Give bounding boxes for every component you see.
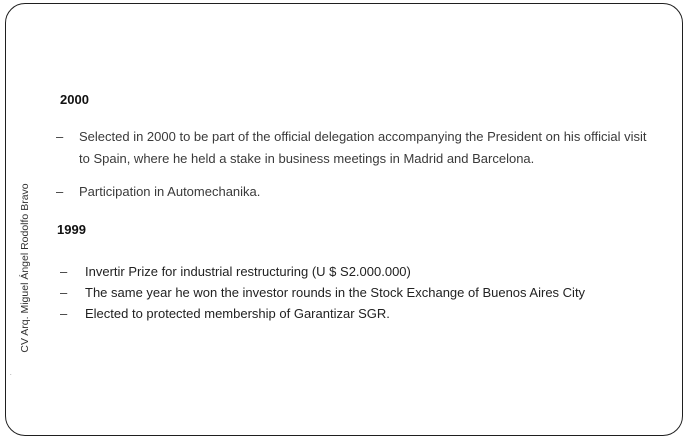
dash-bullet: –	[60, 264, 68, 279]
list-item	[56, 181, 656, 203]
list-item-text: Invertir Prize for industrial restructuring (U $ S2.000.000)	[85, 264, 411, 279]
sidebar-label: CV Arq. Miguel Ángel Rodolfo Bravo	[19, 183, 31, 353]
dash-bullet: –	[60, 306, 68, 321]
dash-bullet: –	[56, 184, 64, 199]
list-item	[60, 261, 660, 283]
year-heading-2000: 2000	[60, 92, 89, 107]
dash-bullet: –	[60, 285, 68, 300]
footnote-mark: .	[10, 371, 12, 377]
list-item	[60, 282, 660, 304]
list-item-text: The same year he won the investor rounds in the Stock Exchange of Buenos Aires City	[85, 285, 586, 300]
dash-bullet: –	[56, 129, 64, 144]
list-item	[60, 303, 660, 325]
slide-frame	[5, 3, 683, 436]
list-item	[56, 126, 656, 169]
list-item-text: Participation in Automechanika.	[79, 184, 261, 199]
year-heading-1999: 1999	[57, 222, 86, 237]
list-item-text: Selected in 2000 to be part of the official delegation accompanying the President on his official visit to Spain, where he held a stake in business meetings in Madrid and Barcelona.	[79, 129, 647, 166]
list-item-text: Elected to protected membership of Garantizar SGR.	[85, 306, 390, 321]
